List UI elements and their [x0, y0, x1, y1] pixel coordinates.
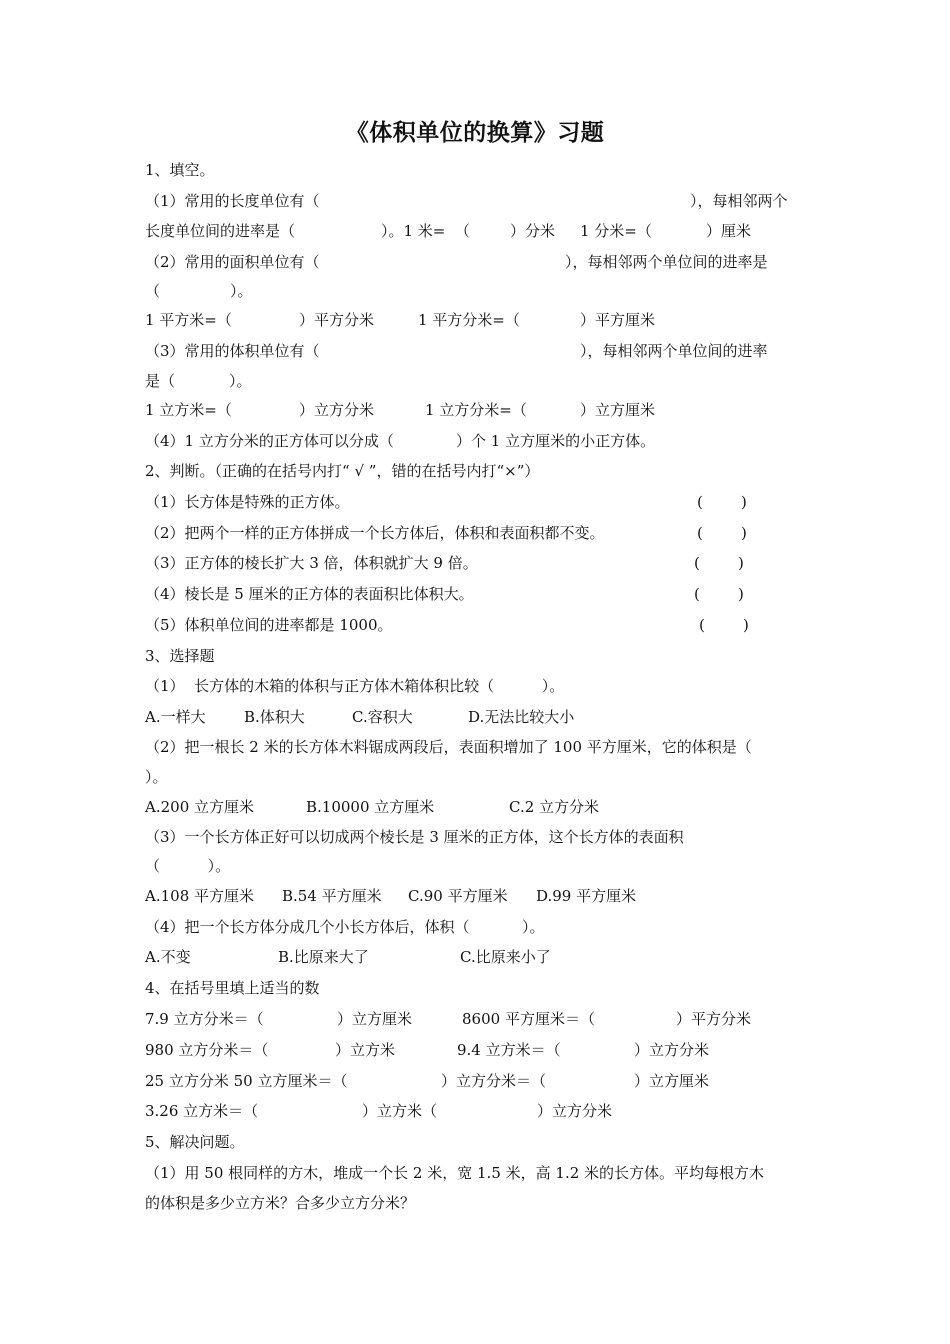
answer-bracket: ( ): [694, 554, 744, 572]
text: ）立方米（: [362, 1102, 438, 1120]
choice-q2-stem-2: ）。: [145, 768, 168, 786]
text: （4）1 立方分米的正方体可以分成（: [145, 432, 394, 450]
choice-q3-stem-2: （ ）。: [145, 857, 231, 875]
text: ）平方分米: [676, 1010, 752, 1028]
option-a: A.200 立方厘米: [145, 798, 254, 816]
text: 1 平方米=（: [145, 311, 232, 329]
choice-q2-stem-1: （2）把一根长 2 米的长方体木料锯成两段后，表面积增加了 100 平方厘米，它的体积是（: [145, 738, 752, 756]
text: ）立方分米: [299, 401, 375, 419]
text: 3.26 立方米＝（: [145, 1102, 259, 1120]
option-c: C.比原来小了: [460, 948, 551, 966]
text: ）。: [229, 372, 252, 390]
text: ）立方分米: [537, 1102, 613, 1120]
answer-bracket: ( ): [699, 616, 749, 634]
text: ）分米: [510, 222, 556, 240]
text: 8600 平方厘米＝（: [462, 1010, 595, 1028]
option-b: B.体积大: [244, 708, 305, 726]
text: ）立方分米: [634, 1041, 710, 1059]
text: ）立方米: [335, 1041, 396, 1059]
judge-text: （3）正方体的棱长扩大 3 倍，体积就扩大 9 倍。: [145, 554, 478, 572]
text: 长度单位间的进率是（: [145, 222, 296, 240]
text: ）立方厘米: [337, 1010, 413, 1028]
choice-q1-stem: （1） 长方体的木箱的体积与正方体木箱体积比较（ ）。: [145, 677, 565, 695]
answer-bracket: ( ): [697, 493, 747, 511]
text: ）立方厘米: [580, 401, 656, 419]
text: ）厘米: [706, 222, 752, 240]
section-5-heading: 5、解决问题。: [145, 1133, 245, 1151]
text: ）立方厘米: [634, 1072, 710, 1090]
answer-bracket: ( ): [697, 524, 747, 542]
problem-q1-line2: 的体积是多少立方米？合多少立方分米？: [145, 1194, 416, 1212]
section-4-heading: 4、在括号里填上适当的数: [145, 979, 320, 997]
section-3-heading: 3、选择题: [145, 647, 215, 665]
text: （: [145, 282, 161, 300]
answer-bracket: ( ): [694, 585, 744, 603]
section-1-heading: 1、填空。: [145, 161, 215, 179]
option-d: D.无法比较大小: [468, 708, 575, 726]
option-b: B.比原来大了: [278, 948, 369, 966]
judge-text: （2）把两个一样的正方体拼成一个长方体后，体积和表面积都不变。: [145, 524, 605, 542]
option-d: D.99 平方厘米: [536, 887, 637, 905]
page-title: 《体积单位的换算》习题: [345, 120, 605, 146]
option-c: C.90 平方厘米: [408, 887, 508, 905]
text: ）平方分米: [299, 311, 375, 329]
text: 1 立方分米=（: [425, 401, 527, 419]
text: 是（: [145, 372, 176, 390]
judge-text: （1）长方体是特殊的正方体。: [145, 493, 350, 511]
section-2-heading: 2、判断。（正确的在括号内打“ √ ”，错的在括号内打“×”）: [145, 462, 540, 480]
text: 980 立方分米＝（: [145, 1041, 269, 1059]
judge-text: （5）体积单位间的进率都是 1000。: [145, 616, 393, 634]
text: ）个 1 立方厘米的小正方体。: [456, 432, 656, 450]
option-c: C.2 立方分米: [509, 798, 600, 816]
text: ），每相邻两个单位间的进率是: [565, 253, 768, 271]
text: 1 平方分米=（: [418, 311, 520, 329]
judge-text: （4）棱长是 5 厘米的正方体的表面积比体积大。: [145, 585, 474, 603]
problem-q1-line1: （1）用 50 根同样的方木，堆成一个长 2 米，宽 1.5 米，高 1.2 米的长方体。平均每根方木: [145, 1164, 765, 1182]
option-c: C.容积大: [352, 708, 413, 726]
option-a: A.不变: [145, 948, 191, 966]
option-a: A.108 平方厘米: [145, 887, 254, 905]
text: （3）常用的体积单位有（: [145, 342, 320, 360]
text: 1 分米=（: [580, 222, 652, 240]
text: （2）常用的面积单位有（: [145, 253, 320, 271]
text: ）。: [230, 282, 253, 300]
text: 7.9 立方分米＝（: [145, 1010, 264, 1028]
text: ），每相邻两个单位间的进率: [580, 342, 768, 360]
text: ）。1 米= （: [381, 222, 470, 240]
option-b: B.54 平方厘米: [282, 887, 382, 905]
text: 1 立方米=（: [145, 401, 232, 419]
text: ），每相邻两个: [690, 192, 788, 210]
choice-q3-stem-1: （3）一个长方体正好可以切成两个棱长是 3 厘米的正方体，这个长方体的表面积: [145, 828, 684, 846]
choice-q4-stem: （4）把一个长方体分成几个小长方体后，体积（ ）。: [145, 918, 545, 936]
text: ）立方分米＝（: [441, 1072, 547, 1090]
text: （1）常用的长度单位有（: [145, 192, 320, 210]
text: ）平方厘米: [580, 311, 656, 329]
text: 25 立方分米 50 立方厘米＝（: [145, 1072, 348, 1090]
option-b: B.10000 立方厘米: [306, 798, 435, 816]
option-a: A.一样大: [145, 708, 206, 726]
text: 9.4 立方米＝（: [457, 1041, 561, 1059]
